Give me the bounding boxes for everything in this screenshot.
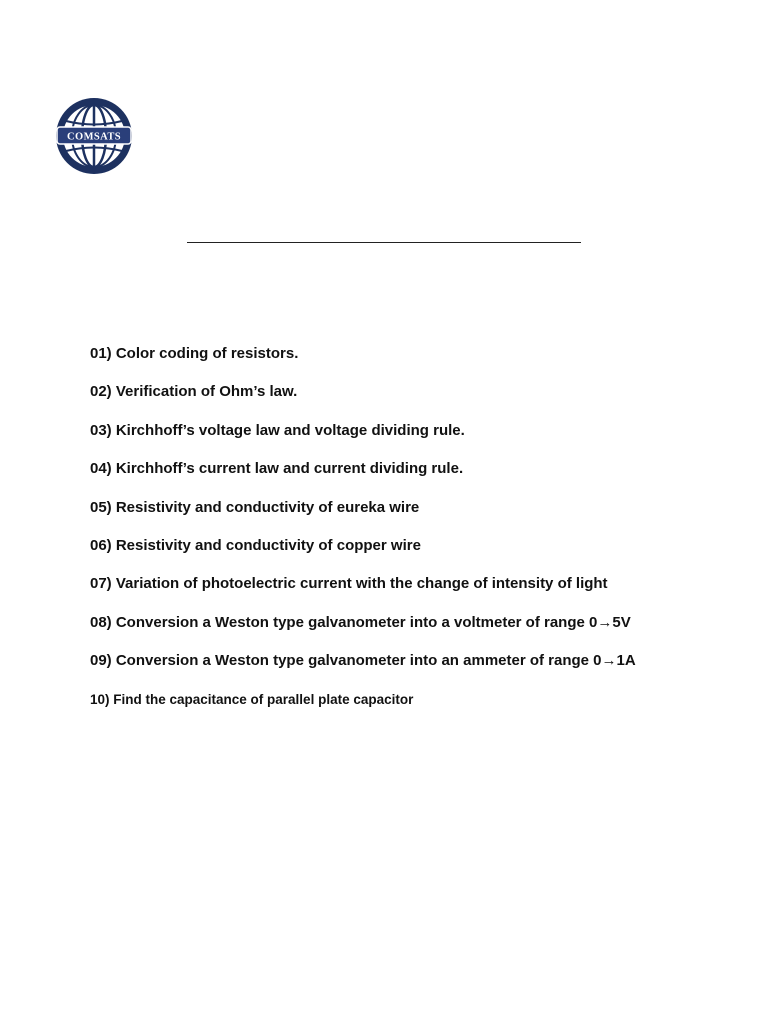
list-item: 04) Kirchhoff’s current law and current dividing rule. (90, 460, 464, 478)
list-item: 02) Verification of Ohm’s law. (90, 383, 298, 401)
list-item: 03) Kirchhoff’s voltage law and voltage dividing rule. (90, 421, 465, 439)
comsats-logo (54, 96, 134, 176)
list-item: 05) Resistivity and conductivity of eureka wire (90, 498, 420, 516)
list-item: 07) Variation of photoelectric current with the change of intensity of light (90, 575, 608, 593)
list-item: 10) Find the capacitance of parallel plate capacitor (90, 691, 414, 707)
list-item: 08) Conversion a Weston type galvanometer into a voltmeter of range 0→5V (90, 613, 631, 631)
list-item: 01) Color coding of resistors. (90, 345, 299, 362)
comsats-globe-icon (54, 96, 134, 176)
title-underline (187, 242, 581, 243)
list-item: 06) Resistivity and conductivity of copper wire (90, 536, 421, 554)
experiment-list (90, 343, 750, 727)
svg-text:COMSATS: COMSATS (67, 131, 121, 143)
list-item: 09) Conversion a Weston type galvanometer into an ammeter of range 0→1A (90, 652, 636, 670)
